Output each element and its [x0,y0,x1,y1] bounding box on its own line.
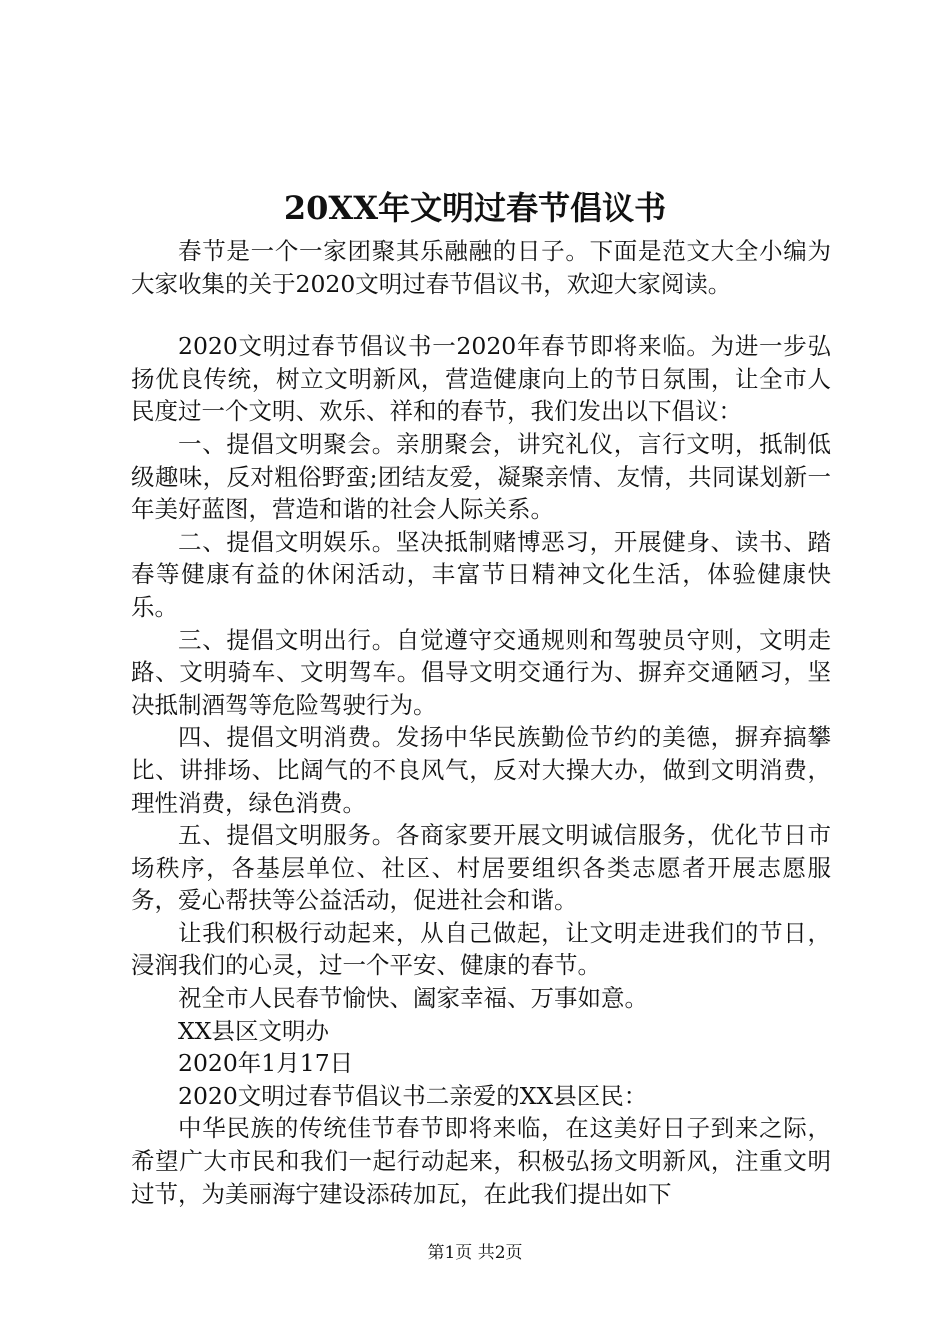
intro-paragraph: 春节是一个一家团聚其乐融融的日子。下面是范文大全小编为大家收集的关于2020文明过春节倡议书，欢迎大家阅读。 [131,237,831,298]
paragraph: 中华民族的传统佳节春节即将来临，在这美好日子到来之际，希望广大市民和我们一起行动起来，积极弘扬文明新风，注重文明过节，为美丽海宁建设添砖加瓦，在此我们提出如下 [131,1114,831,1208]
paragraph: 一、提倡文明聚会。亲朋聚会，讲究礼仪，言行文明，抵制低级趣味，反对粗俗野蛮;团结友爱，凝聚亲情、友情，共同谋划新一年美好蓝图，营造和谐的社会人际关系。 [131,429,831,524]
paragraph-gap [131,300,831,330]
paragraph: 五、提倡文明服务。各商家要开展文明诚信服务，优化节日市场秩序，各基层单位、社区、村居要组织各类志愿者开展志愿服务，爱心帮扶等公益活动，促进社会和谐。 [131,821,831,915]
paragraph: 2020文明过春节倡议书一2020年春节即将来临。为进一步弘扬优良传统，树立文明新风，营造健康向上的节日氛围，让全市人民度过一个文明、欢乐、祥和的春节，我们发出以下倡议： [131,332,831,426]
paragraph: 三、提倡文明出行。自觉遵守交通规则和驾驶员守则，文明走路、文明骑车、文明驾车。倡导文明交通行为、摒弃交通陋习，坚决抵制酒驾等危险驾驶行为。 [131,625,831,719]
paragraph: 让我们积极行动起来，从自己做起，让文明走进我们的节日，浸润我们的心灵，过一个平安、健康的春节。 [131,918,831,980]
page-footer: 第1页 共2页 [427,1243,523,1263]
paragraph: 二、提倡文明娱乐。坚决抵制赌博恶习，开展健身、读书、踏春等健康有益的休闲活动，丰富节日精神文化生活，体验健康快乐。 [131,527,831,621]
signature-org: XX县区文明办 [178,1016,329,1045]
paragraph: 四、提倡文明消费。发扬中华民族勤俭节约的美德，摒弃搞攀比、讲排场、比阔气的不良风气，反对大操大办，做到文明消费，理性消费，绿色消费。 [131,723,831,817]
document-title: 20XX年文明过春节倡议书 [283,189,667,227]
paragraph: 祝全市人民春节愉快、阖家幸福、万事如意。 [178,984,648,1013]
paragraph: 2020文明过春节倡议书二亲爱的XX县区民： [178,1081,648,1110]
signature-date: 2020年1月17日 [178,1049,354,1078]
document-body [131,235,831,1210]
